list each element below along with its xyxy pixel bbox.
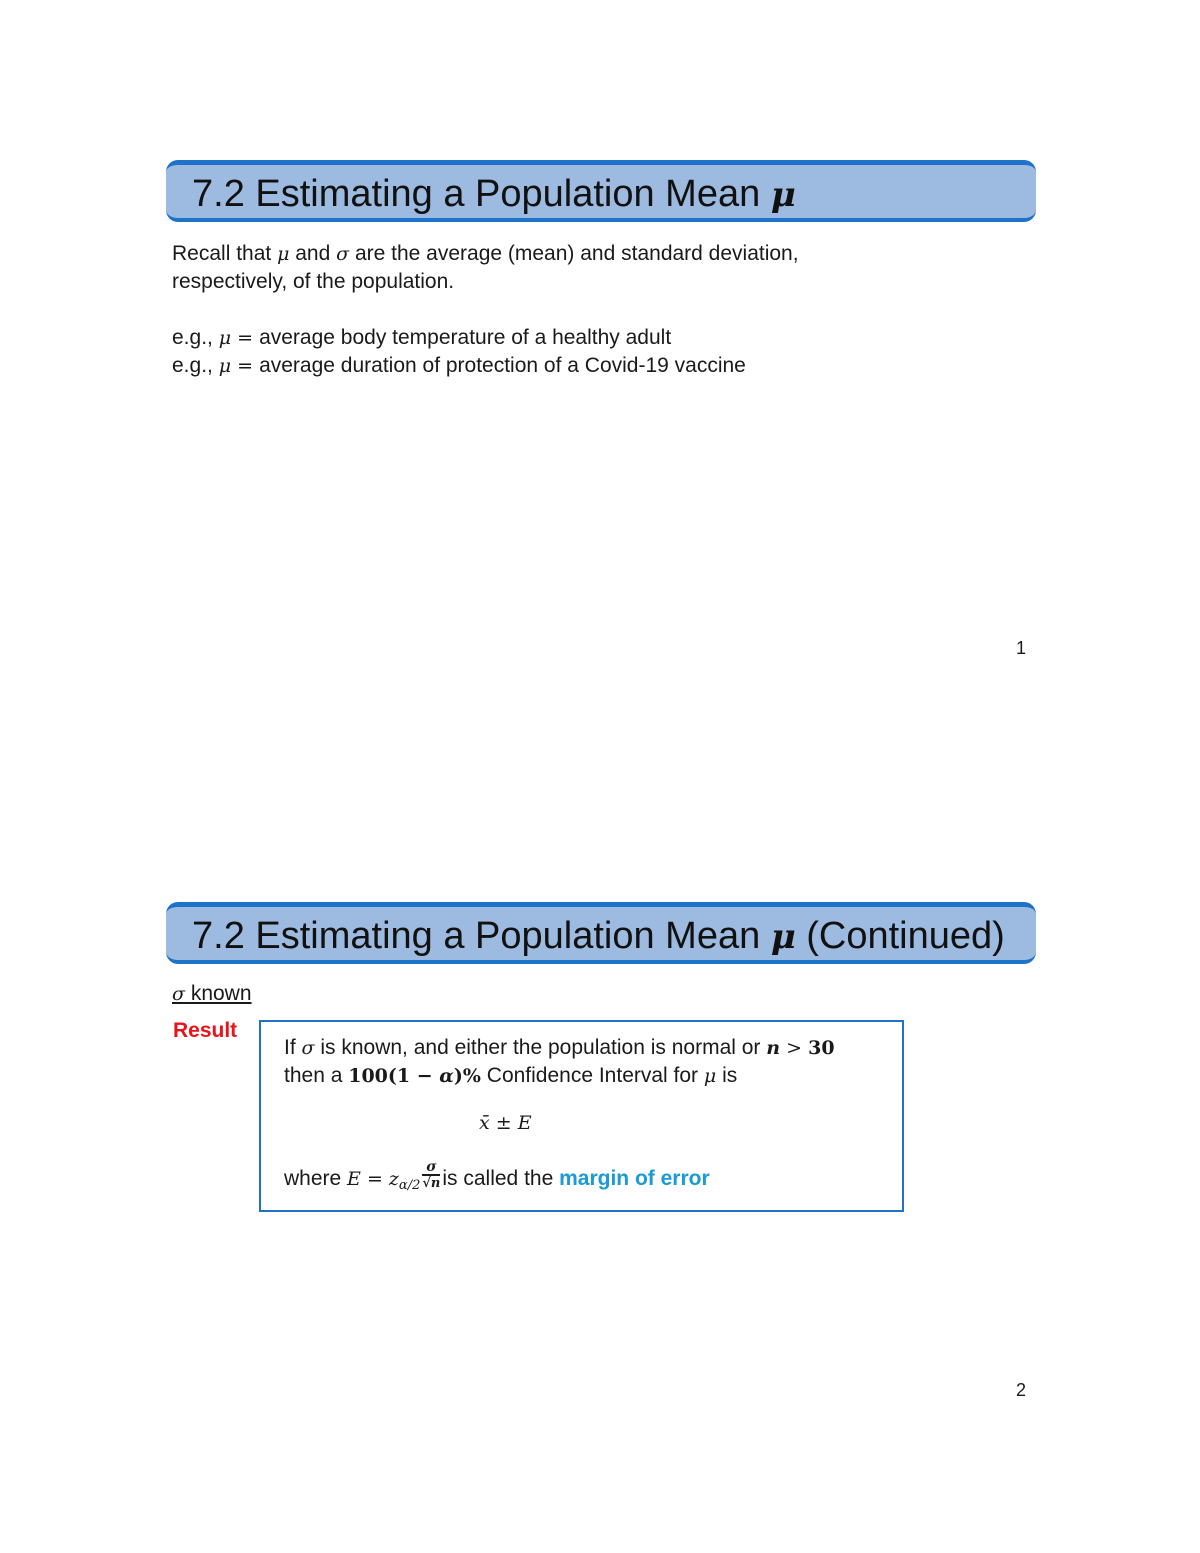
page-number-1: 1 [1016,638,1027,658]
example-1-text: average body temperature of a healthy adult [259,326,672,349]
result-n: n [766,1037,781,1059]
z-symbol: z [388,1168,399,1191]
xbar-symbol: x̄ [479,1112,490,1134]
called-text: is called the [442,1167,560,1191]
slide-1-title-symbol: μ [770,175,796,215]
margin-E: E [347,1168,361,1191]
result-sigma: σ [301,1037,315,1059]
confidence-expr-b: )% [453,1065,481,1087]
result-line-3 [284,1159,710,1200]
example-2-prefix: e.g., [172,354,219,377]
recall-text-b: and [289,242,337,265]
result-box [259,1020,904,1212]
E-symbol: E [517,1112,532,1134]
slide-2-title-bar [166,902,1036,964]
recall-text-a: Recall that [172,242,278,265]
example-2-mu: μ [218,355,232,377]
result-line-1-b: is known, and either the population is normal or [314,1036,767,1059]
result-30: 30 [808,1037,835,1059]
slide-2-title-suffix: (Continued) [795,915,1005,957]
result-line-2-c: is [716,1064,738,1087]
confidence-alpha: α [439,1065,454,1087]
recall-text-c: are the average (mean) and standard deviation, [349,242,799,265]
example-1-mu: μ [218,327,232,349]
result-mu: μ [703,1065,717,1087]
frac-numerator: σ [422,1160,440,1176]
example-1-prefix: e.g., [172,326,219,349]
slide-2-title [192,913,1005,960]
plus-minus: ± [489,1112,518,1134]
result-label: Result [173,1019,238,1042]
result-line-2-b: Confidence Interval for [480,1064,704,1087]
slide-1-title-text: 7.2 Estimating a Population Mean [192,173,761,215]
ci-formula [479,1111,532,1135]
sigma-over-root-n [422,1160,440,1191]
example-1-equals: = [231,327,260,349]
frac-denominator: √n [422,1176,441,1191]
result-line-1-a: If [284,1036,302,1059]
confidence-expr-a: 100(1 − [348,1065,440,1087]
sigma-known-heading [172,980,252,1008]
page-number-2: 2 [1016,1380,1027,1400]
recall-line-2: respectively, of the population. [172,270,455,293]
slide-2-title-symbol: μ [770,917,796,957]
z-subscript: α/2 [398,1178,421,1194]
result-line-1 [284,1034,835,1062]
slide-2-title-text: 7.2 Estimating a Population Mean [192,915,761,957]
margin-equals: = [360,1168,389,1191]
example-2-equals: = [231,355,260,377]
sigma-known-symbol: σ [172,983,185,1005]
result-gt: > [780,1037,809,1059]
example-2-text: average duration of protection of a Covid-19 vaccine [259,354,746,377]
where-text: where [284,1167,348,1191]
mu-symbol: μ [277,243,290,265]
sigma-symbol: σ [336,243,350,265]
sigma-known-text: known [184,982,252,1005]
result-line-2 [284,1062,737,1090]
margin-of-error-term: margin of error [559,1167,710,1191]
result-line-2-a: then a [284,1064,349,1087]
